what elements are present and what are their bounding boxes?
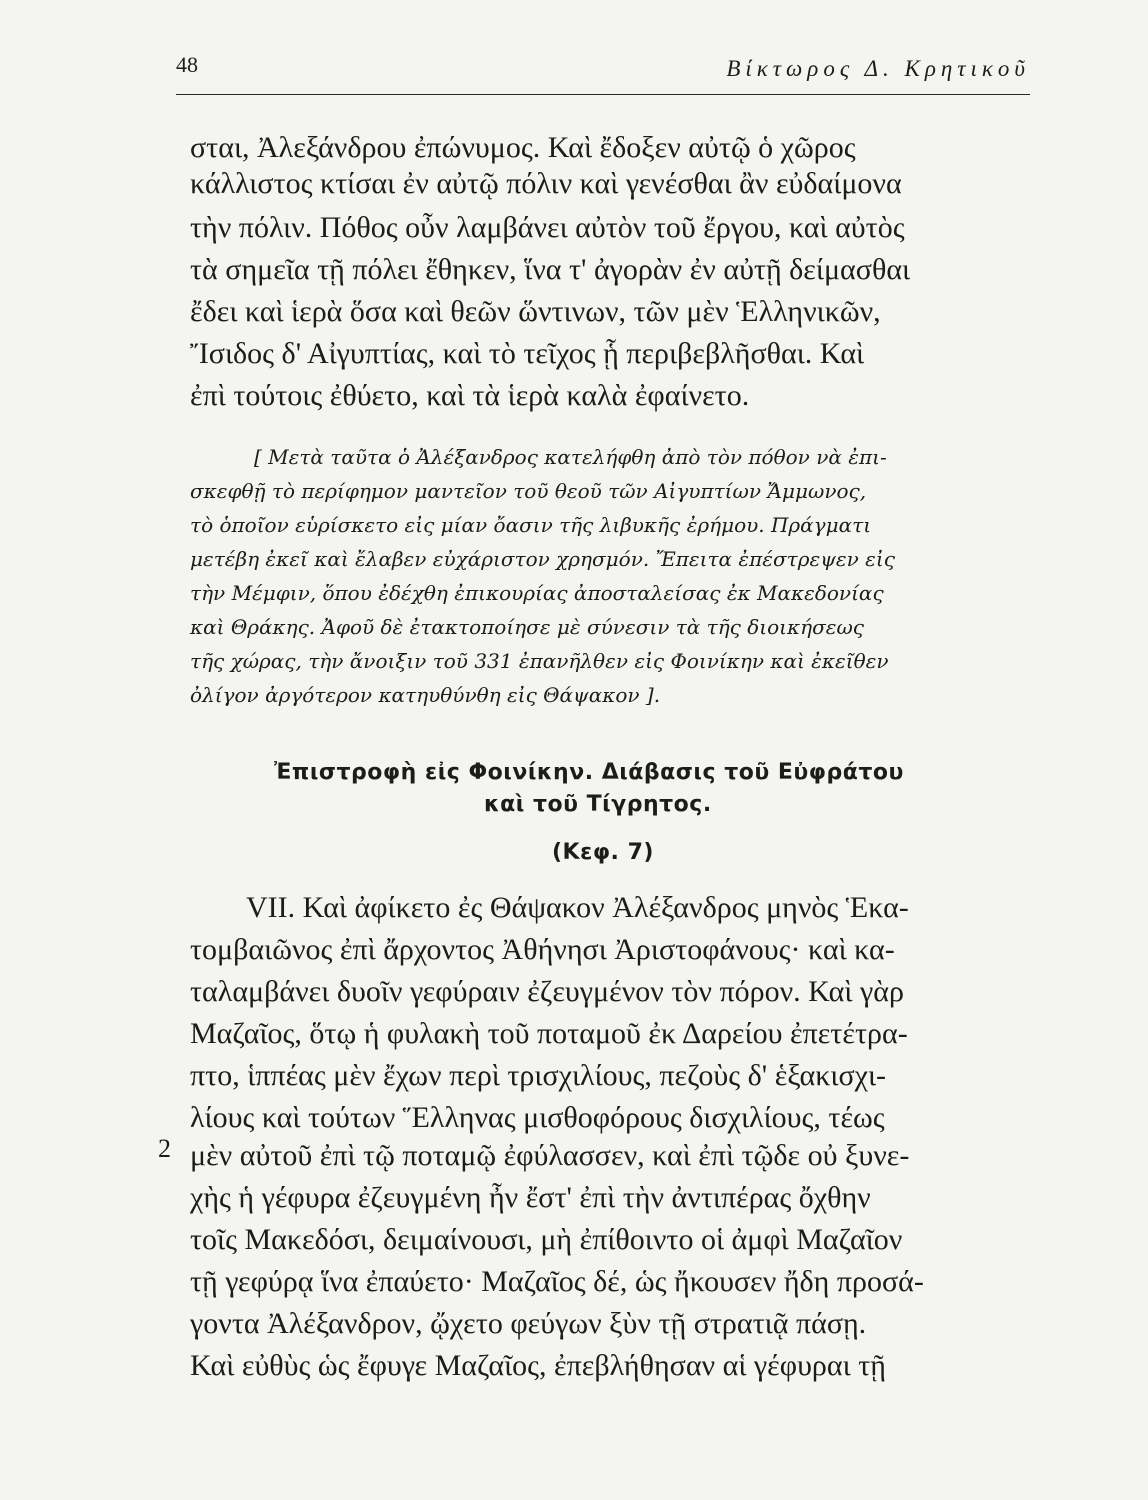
text-line: τὴν πόλιν. Πόθος οὖν λαμβάνει αὐτὸν τοῦ ἔργου, καὶ αὐτὸς [190,211,905,244]
text-line: γοντα Ἀλέξανδρον, ᾤχετο φεύγων ξὺν τῇ στρατιᾷ πάσῃ. [190,1307,867,1340]
note-line: τὴν Μέμφιν, ὅπου ἐδέχθη ἐπικουρίας ἀποσταλείσας ἐκ Μακεδονίας [190,581,884,605]
text-line: μὲν αὐτοῦ ἐπὶ τῷ ποταμῷ ἐφύλασσεν, καὶ ἐπὶ τῷδε οὐ ξυνε- [190,1139,910,1172]
text-line: τοῖς Μακεδόσι, δειμαίνουσι, μὴ ἐπίθοιντο οἱ ἀμφὶ Μαζαῖον [190,1223,903,1256]
text-line: VII. Καὶ ἀφίκετο ἐς Θάψακον Ἀλέξανδρος μηνὸς Ἑκα- [246,891,909,924]
text-line: ἐπὶ τούτοις ἐθύετο, καὶ τὰ ἱερὰ καλὰ ἐφαίνετο. [190,379,750,412]
note-line: σκεφθῇ τὸ περίφημον μαντεῖον τοῦ θεοῦ τῶν Αἰγυπτίων Ἄμμωνος, [190,479,867,503]
note-line: [ Μετὰ ταῦτα ὁ Ἀλέξανδρος κατελήφθη ἀπὸ τὸν πόθον νὰ ἐπι- [254,445,887,469]
note-line: ὀλίγον ἀργότερον κατηυθύνθη εἰς Θάψακον ]. [190,683,661,707]
note-line: μετέβη ἐκεῖ καὶ ἔλαβεν εὐχάριστον χρησμόν. Ἔπειτα ἐπέστρεψεν εἰς [190,547,895,571]
text-line: τομβαιῶνος ἐπὶ ἄρχοντος Ἀθήνησι Ἀριστοφάνους· καὶ κα- [190,933,895,966]
text-line: τὰ σημεῖα τῇ πόλει ἔθηκεν, ἵνα τ' ἀγορὰν ἐν αὐτῇ δείμασθαι [190,253,911,286]
text-line: τῇ γεφύρᾳ ἵνα ἐπαύετο· Μαζαῖος δέ, ὡς ἤκουσεν ἤδη προσά- [190,1265,924,1298]
note-line: τῆς χώρας, τὴν ἄνοιξιν τοῦ 331 ἐπανῆλθεν εἰς Φοινίκην καὶ ἐκεῖθεν [190,649,889,673]
text-line: λίους καὶ τούτων Ἕλληνας μισθοφόρους δισχιλίους, τέως [190,1101,885,1134]
text-line: ἔδει καὶ ἱερὰ ὅσα καὶ θεῶν ὥντινων, τῶν μὲν Ἑλληνικῶν, [190,295,881,328]
page-number: 48 [176,52,198,77]
text-line: ταλαμβάνει δυοῖν γεφύραιν ἐζευγμένον τὸν πόρον. Καὶ γὰρ [190,975,904,1008]
text-line: σται, Ἀλεξάνδρου ἐπώνυμος. Καὶ ἔδοξεν αὐτῷ ὁ χῶρος [190,131,856,164]
heading-line-1: Ἐπιστροφὴ εἰς Φοινίκην. Διάβασις τοῦ Εὐφράτου [274,760,904,785]
heading-line-2: καὶ τοῦ Τίγρητος. [484,792,712,817]
text-line: Καὶ εὐθὺς ὡς ἔφυγε Μαζαῖος, ἐπεβλήθησαν αἱ γέφυραι τῇ [190,1349,886,1382]
running-header [176,46,1030,95]
text-line: Ἴσιδος δ' Αἰγυπτίας, καὶ τὸ τεῖχος ᾗ περιβεβλῆσθαι. Καὶ [190,337,865,370]
margin-section-number: 2 [158,1134,171,1163]
note-line: καὶ Θράκης. Ἀφοῦ δὲ ἐτακτοποίησε μὲ σύνεσιν τὰ τῆς διοικήσεως [190,615,864,639]
running-head-author: Βίκτωρος Δ. Κρητικοῦ [726,56,1030,81]
text-line: κάλλιστος κτίσαι ἐν αὐτῷ πόλιν καὶ γενέσθαι ἂν εὐδαίμονα [190,167,902,200]
text-line: χὴς ἡ γέφυρα ἐζευγμένη ἦν ἔστ' ἐπὶ τὴν ἀντιπέρας ὄχθην [190,1181,871,1214]
chapter-reference: (Κεφ. 7) [552,840,654,865]
note-line: τὸ ὁποῖον εὑρίσκετο εἰς μίαν ὄασιν τῆς λιβυκῆς ἐρήμου. Πράγματι [190,513,872,537]
text-line: Μαζαῖος, ὅτῳ ἡ φυλακὴ τοῦ ποταμοῦ ἐκ Δαρείου ἐπετέτρα- [190,1017,908,1050]
text-line: πτο, ἱππέας μὲν ἔχων περὶ τρισχιλίους, πεζοὺς δ' ἑξακισχι- [190,1059,887,1092]
